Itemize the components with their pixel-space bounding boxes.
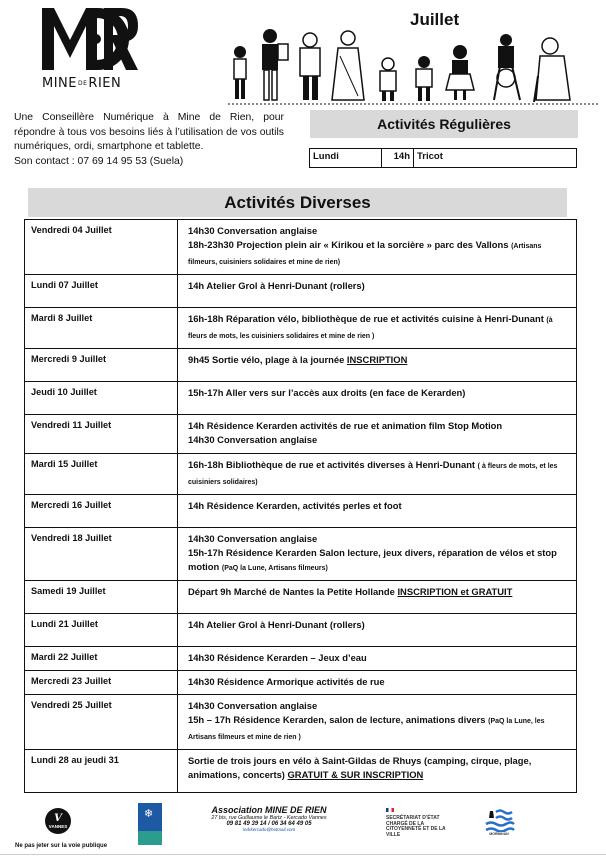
activity-date: Mercredi 23 Juillet — [25, 671, 178, 695]
activity-date: Lundi 28 au jeudi 31 — [25, 750, 178, 793]
activity-line: 18h-23h30 Projection plein air « Kirikou et la sorcière » parc des Vallons — [188, 239, 509, 250]
activity-date: Lundi 21 Juillet — [25, 614, 178, 647]
activity-line: 14h Atelier Grol à Henri-Dunant (rollers) — [188, 280, 365, 291]
activity-description — [178, 695, 577, 750]
activity-line: 16h-18h Bibliothèque de rue et activités diverses à Henri-Dunant — [188, 459, 476, 470]
registration-note: INSCRIPTION et GRATUIT — [397, 586, 513, 597]
diverse-activities-table — [24, 219, 577, 793]
activity-description — [178, 454, 577, 495]
logo-text-mine: MINE — [42, 76, 77, 91]
activity-line: 14h Résidence Kerarden activités de rue et animation film Stop Motion — [188, 420, 503, 431]
activity-description — [178, 671, 577, 695]
activity-line: 14h30 Résidence Kerarden – Jeux d’eau — [188, 652, 367, 663]
diverse-activity-row — [25, 695, 577, 750]
logo-text-rien: RIEN — [88, 76, 122, 91]
morbihan-label: MORBIHAN — [489, 832, 509, 836]
activity-line: 14h30 Conversation anglaise — [188, 533, 318, 544]
diverse-activity-row — [25, 647, 577, 671]
association-info — [204, 805, 334, 832]
regular-activities-heading: Activités Régulières — [310, 110, 578, 138]
vannes-logo-text: VANNES — [48, 823, 68, 829]
activity-date: Mardi 8 Juillet — [25, 308, 178, 349]
diverse-activity-row — [25, 308, 577, 349]
regular-day: Lundi — [310, 149, 382, 168]
activity-date: Vendredi 18 Juillet — [25, 528, 178, 581]
intro-contact: Son contact : 07 69 14 95 53 (Suela) — [14, 155, 184, 167]
activity-date: Mardi 15 Juillet — [25, 454, 178, 495]
diverse-activity-row — [25, 382, 577, 415]
activity-description — [178, 415, 577, 454]
secretariat-text: SECRÉTARIAT D’ÉTAT CHARGÉ DE LA CITOYENNETÉ ET DE LA VILLE — [386, 815, 446, 838]
diverse-activity-row — [25, 220, 577, 275]
litter-notice: Ne pas jeter sur la voie publique — [15, 843, 108, 849]
diverse-activity-row — [25, 750, 577, 793]
activity-date: Samedi 19 Juillet — [25, 581, 178, 614]
activity-description — [178, 614, 577, 647]
activity-line: 15h-17h Résidence Kerarden Salon lecture, jeux divers, réparation de vélos et stop motion — [188, 547, 557, 572]
association-address: 27 bis, rue Guillaume le Bartz - Kercado Vannes — [211, 815, 327, 821]
activity-description — [178, 581, 577, 614]
intro-description: Une Conseillère Numérique à Mine de Rien, pour répondre à tous vos besoins liés à l’utilisation de vos outils numériques, ordi, smartphone et tablette. — [14, 112, 284, 153]
activity-description — [178, 528, 577, 581]
mdr-logo — [40, 8, 140, 98]
activity-description — [178, 349, 577, 382]
activity-description — [178, 220, 577, 275]
activity-line: 14h30 Conversation anglaise — [188, 225, 318, 236]
month-title: Juillet — [410, 10, 460, 29]
secretariat-logo — [386, 808, 456, 838]
diverse-activities-heading: Activités Diverses — [28, 188, 567, 217]
activity-description — [178, 275, 577, 308]
registration-note: INSCRIPTION — [346, 354, 408, 365]
registration-note: GRATUIT & SUR INSCRIPTION — [287, 769, 424, 780]
caf-logo — [138, 803, 162, 845]
mdr-monogram-icon — [40, 8, 140, 73]
vannes-v-icon: V — [54, 812, 62, 824]
regular-activity-row — [310, 149, 577, 168]
activity-description — [178, 382, 577, 415]
association-name: Association MINE DE RIEN — [211, 805, 327, 815]
activity-line: 14h Résidence Kerarden, activités perles et foot — [188, 500, 402, 511]
activity-date: Vendredi 25 Juillet — [25, 695, 178, 750]
activity-line: 14h30 Résidence Armorique activités de rue — [188, 676, 385, 687]
activity-date: Jeudi 10 Juillet — [25, 382, 178, 415]
footer-divider — [0, 854, 606, 855]
activity-partners: (Artisans filmeurs, cuisiniers solidaires et mine de rien) — [188, 243, 542, 266]
activity-line: 14h Atelier Grol à Henri-Dunant (rollers) — [188, 619, 365, 630]
activity-line: 15h – 17h Résidence Kerarden, salon de lecture, animations divers — [188, 714, 486, 725]
activity-date: Lundi 07 Juillet — [25, 275, 178, 308]
diverse-activity-row — [25, 275, 577, 308]
activity-partners: (à fleurs de mots, les cuisiniers solidaires et mine de rien ) — [188, 317, 553, 340]
activity-partners: (PaQ la Lune, les Artisans filmeurs et mine de rien ) — [188, 718, 545, 741]
activity-date: Mercredi 16 Juillet — [25, 495, 178, 528]
activity-line: Départ 9h Marché de Nantes la Petite Hollande — [188, 586, 395, 597]
diverse-activity-row — [25, 415, 577, 454]
caf-snowflake-icon: ❄ — [144, 808, 154, 820]
diverse-activity-row — [25, 528, 577, 581]
intro-text — [14, 111, 284, 169]
vannes-logo — [45, 808, 71, 834]
regular-time: 14h — [382, 149, 414, 168]
activity-line: 15h-17h Aller vers sur l’accès aux droits (en face de Kerarden) — [188, 387, 466, 398]
activity-line: Sortie de trois jours en vélo à Saint-Gildas de Rhuys (camping, cirque, plage, animations, concerts) — [188, 755, 532, 780]
morbihan-waves-icon — [482, 808, 516, 832]
activity-date: Vendredi 11 Juillet — [25, 415, 178, 454]
activity-line: 16h-18h Réparation vélo, bibliothèque de rue et activités cuisine à Henri-Dunant — [188, 313, 544, 324]
activity-line: 14h30 Conversation anglaise — [188, 434, 318, 445]
activity-line: 9h45 Sortie vélo, plage à la journée — [188, 354, 345, 365]
diverse-activity-row — [25, 581, 577, 614]
association-email[interactable]: mdrkercado@hotmail.com — [242, 827, 296, 832]
activity-partners: (PaQ la Lune, Artisans filmeurs) — [221, 565, 328, 572]
diverse-activity-row — [25, 495, 577, 528]
activity-date: Vendredi 04 Juillet — [25, 220, 178, 275]
french-flag-icon — [386, 808, 394, 812]
walking-people-illustration — [228, 26, 598, 106]
activity-line: 14h30 Conversation anglaise — [188, 700, 318, 711]
activity-description — [178, 495, 577, 528]
activity-description — [178, 308, 577, 349]
morbihan-logo — [482, 808, 516, 838]
activity-date: Mercredi 9 Juillet — [25, 349, 178, 382]
diverse-activity-row — [25, 349, 577, 382]
activity-description — [178, 750, 577, 793]
activity-partners: ( à fleurs de mots, et les cuisiniers solidaires) — [188, 463, 558, 486]
activity-date: Mardi 22 Juillet — [25, 647, 178, 671]
regular-activity: Tricot — [414, 149, 577, 168]
activity-description — [178, 647, 577, 671]
logo-text-de: DE — [78, 79, 88, 87]
regular-activities-table — [309, 148, 577, 168]
diverse-activity-row — [25, 614, 577, 647]
association-phones: 09 81 49 39 14 / 06 34 64 49 05 — [226, 821, 312, 827]
diverse-activity-row — [25, 454, 577, 495]
diverse-activity-row — [25, 671, 577, 695]
